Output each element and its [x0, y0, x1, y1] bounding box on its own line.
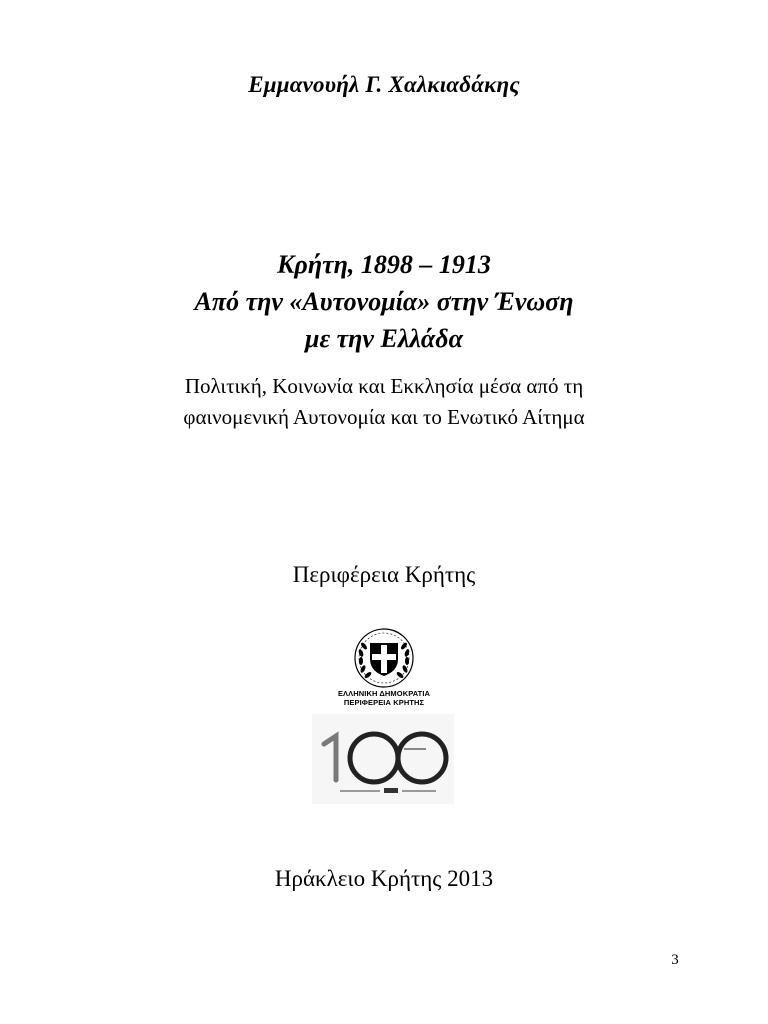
book-title — [0, 246, 768, 357]
emblem-line-2: ΠΕΡΙΦΕΡΕΙΑ ΚΡΗΤΗΣ — [343, 698, 425, 707]
centenary-logo — [312, 714, 454, 804]
place-and-year: Ηράκλειο Κρήτης 2013 — [274, 866, 494, 891]
subtitle-line-2: φαινομενική Αυτονομία και το Ενωτικό Αίτημα — [183, 405, 585, 429]
title-line-1: Κρήτη, 1898 – 1913 — [277, 250, 491, 279]
emblem-line-1: ΕΛΛΗΝΙΚΗ ΔΗΜΟΚΡΑΤΙΑ — [337, 689, 431, 698]
centenary-100-logo-icon — [312, 714, 454, 804]
greek-coat-of-arms-icon — [320, 626, 448, 692]
title-line-3: με την Ελλάδα — [305, 324, 463, 353]
author-name: Εμμανουήλ Γ. Χαλκιαδάκης — [248, 72, 520, 97]
region-emblem — [320, 626, 448, 716]
page-number: 3 — [671, 952, 679, 968]
subtitle-line-1: Πολιτική, Κοινωνία και Εκκλησία μέσα από τη — [184, 374, 584, 398]
book-subtitle — [0, 371, 768, 433]
publisher-name: Περιφέρεια Κρήτης — [292, 562, 476, 587]
title-line-2: Από την «Αυτονομία» στην Ένωση — [194, 287, 574, 316]
